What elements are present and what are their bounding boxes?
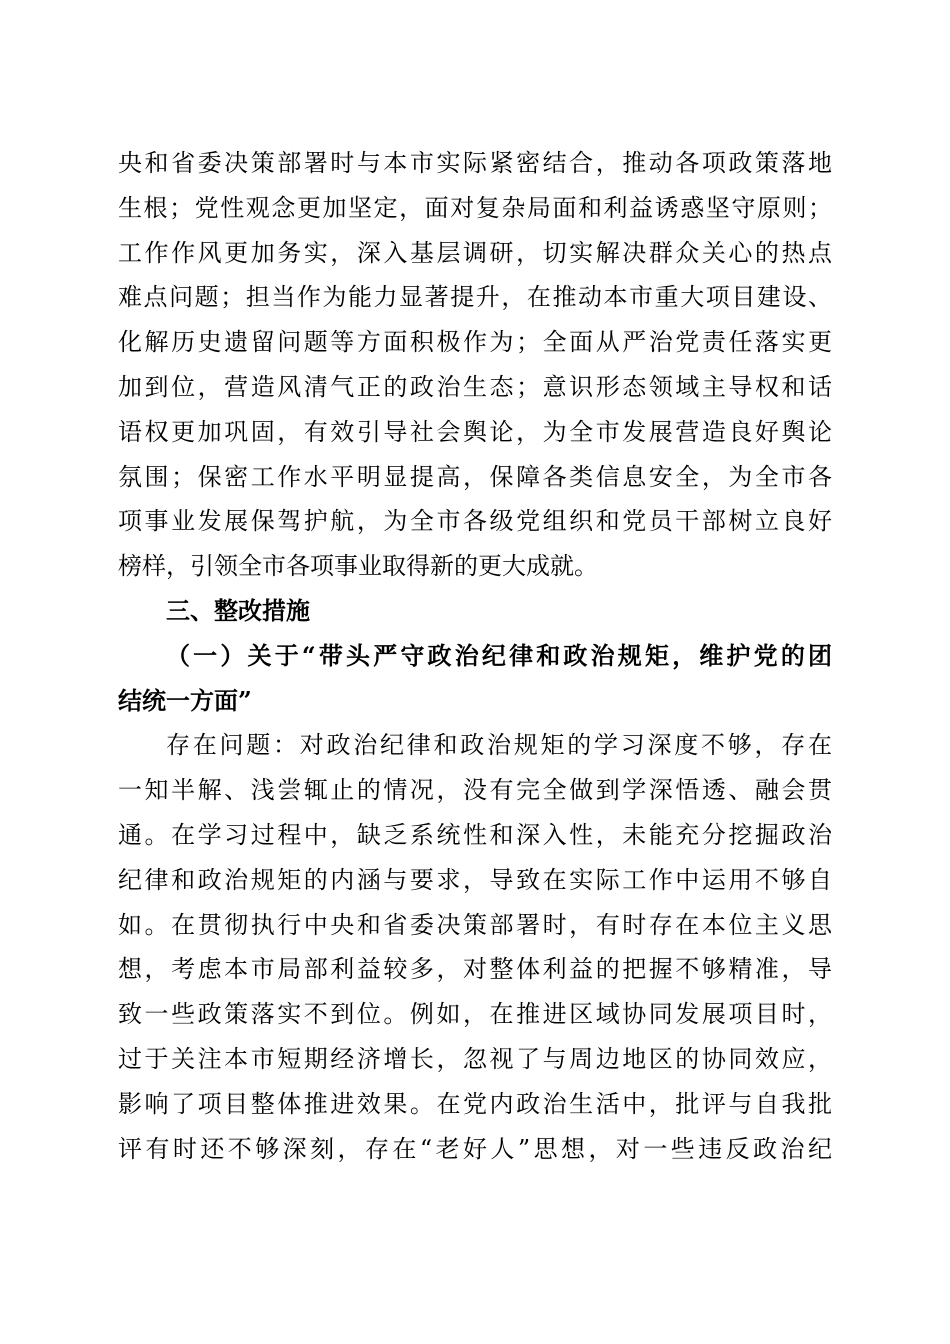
subsection-heading [118,634,832,724]
section-heading-text: 三、整改措施 [166,595,310,625]
section-heading [118,589,832,634]
subsection-heading-text: （一）关于“带头严守政治纪律和政治规矩，维护党的团 [166,640,832,670]
text-line: 氛围；保密工作水平明显提高，保障各类信息安全，为全市各 [118,462,832,491]
text-line: 评有时还不够深刻，存在“老好人”思想，对一些违反政治纪 [118,1134,832,1163]
text-line: 央和省委决策部署时与本市实际紧密结合，推动各项政策落地 [118,149,832,177]
text-line: 一知半解、浅尝辄止的情况，没有完全做到学深悟透、融会贯 [118,776,832,805]
text-line: 化解历史遗留问题等方面积极作为；全面从严治党责任落实更 [118,328,832,357]
text-line: 纪律和政治规矩的内涵与要求，导致在实际工作中运用不够自 [118,865,832,894]
text-line: 生根；党性观念更加坚定，面对复杂局面和利益诱惑坚守原则； [118,193,832,222]
text-line: 想，考虑本市局部利益较多，对整体利益的把握不够精准，导 [118,955,832,984]
text-line: 项事业发展保驾护航，为全市各级党组织和党员干部树立良好 [118,507,832,536]
document-page [118,141,832,1171]
text-line: 工作作风更加务实，深入基层调研，切实解决群众关心的热点 [118,238,832,267]
text-line: 存在问题：对政治纪律和政治规矩的学习深度不够，存在 [166,731,832,760]
text-line: 致一些政策落实不到位。例如，在推进区域协同发展项目时， [118,1000,832,1029]
text-line: 语权更加巩固，有效引导社会舆论，为全市发展营造良好舆论 [118,417,832,446]
paragraph-problems [118,723,832,1171]
text-line: 难点问题；担当作为能力显著提升，在推动本市重大项目建设、 [118,283,832,312]
paragraph-continued [118,141,832,589]
text-line: 影响了项目整体推进效果。在党内政治生活中，批评与自我批 [118,1089,832,1118]
text-line: 通。在学习过程中，缺乏系统性和深入性，未能充分挖掘政治 [118,820,832,849]
text-line: 榜样，引领全市各项事业取得新的更大成就。 [118,552,598,581]
text-line: 加到位，营造风清气正的政治生态；意识形态领域主导权和话 [118,372,832,401]
subsection-heading-text: 结统一方面” [118,685,252,715]
text-line: 过于关注本市短期经济增长，忽视了与周边地区的协同效应， [118,1044,832,1073]
text-line: 如。在贯彻执行中央和省委决策部署时，有时存在本位主义思 [118,910,832,939]
